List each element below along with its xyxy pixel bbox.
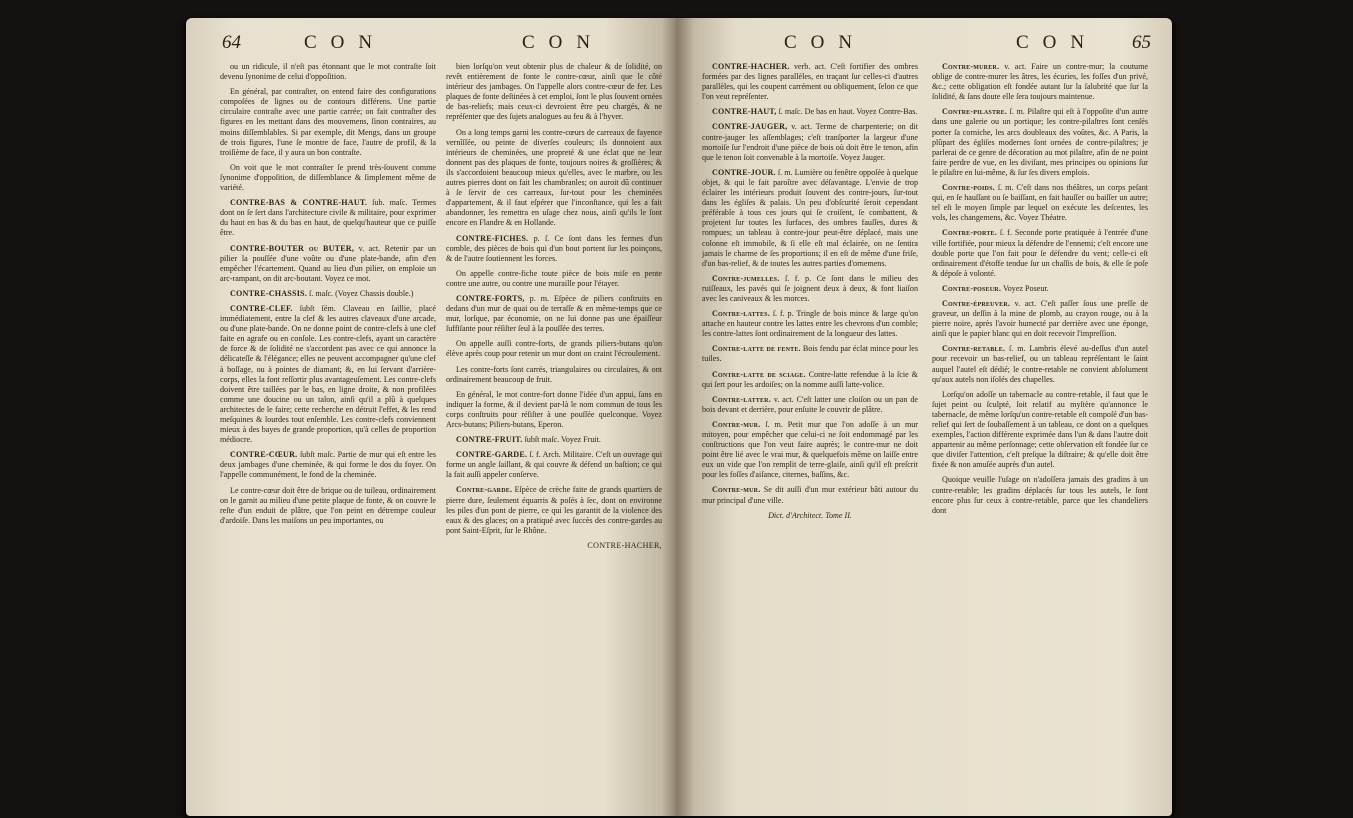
right-page-number: 65 [1132,32,1151,53]
entry-paragraph [220,304,436,445]
entry-paragraph [220,486,436,526]
entry-text: On a long temps garni les contre-cœurs de carreaux de fayence vernîſſée, ou peinte de diverſes couleurs; ils donnoient aux intérieurs de cheminées, une propreté & une éclat que ne leur donnent pas des plaques de fonte, toujours noires & groſſières; & ils s'accordoient beaucoup mieux qu'elles, avec le marbre, ou les autres pierres dont on fait les chambranles; on auroit dû continuer à ſe ſervir de ces carreaux, ſur-tout pour les cheminées d'appartement, & il faut eſpérer que l'inconſtance, qui les a fait abandonner, les remettra en uſage chez nous, ainſi qu'ils le ſont encore en Flandre & en Hollande. [446,127,662,228]
entry-paragraph [702,309,918,339]
entry-text: Voyez Poseur. [1002,283,1049,293]
entry-text: ſ. f. p. Ce ſont dans le milieu des ruiſſeaux, les pavés qui ſe joignent deux à deux, & font liaiſon avec les caniveaux & les morces. [702,273,918,303]
entry-paragraph [446,234,662,264]
entry-headword: Contre-poseur. [942,283,1002,293]
entry-headword: CONTRE-CLEF. [230,303,293,313]
entry-headword: CONTRE-CŒUR. [230,450,298,460]
entry-text: ſ. m. Lambris élevé au-deſſus d'un autel pour recevoir un bas-relief, ou un tableau repréſentant le ſaint auquel l'autel eſt dédié; le contre-retable ne convient abſolument qu'aux autels non iſolés des chapelles. [932,344,1148,384]
entry-text: ſubſt maſc. Partie de mur qui eſt entre les deux jambages d'une cheminée, & qui forme le dos du foyer. On l'appelle communément, le fond de la cheminée. [220,450,436,480]
entry-paragraph [446,450,662,480]
left-page-header [186,30,678,62]
entry-headword: Contre-mur. [712,419,761,429]
entry-paragraph [446,435,662,445]
entry-text: p. ſ. Ce ſont dans les fermes d'un comble, des pièces de bois qui d'un bout portent ſur les poinçons, & de l'autre ſoutiennent les forces. [446,233,662,263]
entry-text: Lorſqu'on adoſſe un tabernacle au contre-retable, il faut que le ſujet peint ou ſculpté, ſoit relatif au myſtère qu'annonce le tabernacle, de même lorſqu'un contre-retable eſt compoſé d'un bas-relief qui ſert de ſoubaſſement à un tableau, ce dont on a quelques exemples, l'action différente exprimée dans l'un & dans l'autre doit appartenir au même perſonnage; cette obſervation eſt fondée ſur ce que diviſer l'attention, c'eſt preſque la diſtraire; & qu'elle doit être fixée & non amuſée auprès d'un autel. [932,389,1148,470]
entry-paragraph [932,284,1148,294]
entry-headword: CONTRE-JAUGER, [712,122,788,132]
entry-headword: Contre-porte. [942,228,997,238]
entry-text: Contre-latte refendue à la ſcie & qui ſert pour les ardoiſes; on la nomme auſſi latte-volice. [702,369,918,389]
entry-text: ſubſt ſém. Claveau en ſaillie, placé immédiatement, entre la clef & les autres claveaux d'une arcade, ou d'une plate-bande. On ne donne point de contre-clefs à une clef faite en agrafe ou en conſole. Les contre-clefs, ayant un caractère de force & de ſolidité ne s'accordent pas avec ce qui annonce la délicateſſe & l'élégance; elles ne peuvent accompagner qu'une clef à boſſage, ou à pointes de diamant; &, en lui ſervant d'arrière-corps, elles la font reſſortir plus avantageuſement. Les contre-clefs doivent être taillées par le bas, en ligne droite, & non profilées comme une doucine ou un talon, ainſi qu'il a plû à quelques architectes de le faire; cette recherche en détruit l'effet, & les rend meſquines & lourdes tout enſemble. Les contre-clefs conviennent mieux à des bayes de grande proportion, qu'à celles de proportion médiocre. [220,303,436,445]
entry-text: On appelle contre-fiche toute pièce de bois miſe en pente contre une autre, ou contre une muraille pour l'étayer. [446,268,662,288]
left-column-2 [446,62,662,556]
entry-text: ſ. m. Pilaſtre qui eſt à l'oppoſite d'un autre dans une galerie ou un portique; les contre-pilaſtres ſont cenſés porter ſa corniche, les arcs doubleaux des voûtes, &c. A Paris, la plûpart des égliſes modernes ſont ornées de contre-pilaſtres; je parlerai de ce genre de décoration au mot pilaſtre, afin de ne point faire perdre de vue, en les diviſant, mes principes ou opinions ſur le pilaſtre en lui-même, & ſur ſes divers emplois. [932,107,1148,177]
entry-headword: Contre-retable. [942,344,1006,354]
entry-text: Quoique veuille l'uſage on n'adoſſera jamais des gradins à un contre-retable; les gradins déplacés ſur tous les autels, le ſont encore plus ſur ceux à contre-retable, parce que les chandeliers dont [932,475,1148,515]
entry-headword: CONTRE-HAUT, [712,107,777,117]
entry-text: On voit que le mot contraſter ſe prend très-ſouvent comme ſynonime d'oppoſition, de diſſemblance & ſimplement même de variété. [220,162,436,193]
entry-paragraph [446,128,662,229]
entry-paragraph [932,390,1148,471]
entry-text: ſub. maſc. Termes dont on ſe ſert dans l'architecture civile & militaire, pour exprimer du haut en bas & du bas en haut, de quelqu'hauteur que ce puiſſe être. [220,198,436,238]
entry-headword: CONTRE-GARDE. [456,450,528,460]
signature-mark: Dict. d'Architect. Tome II. [768,510,852,520]
catchword: CONTRE-HACHER, [587,540,662,550]
entry-paragraph [702,62,918,102]
entry-text: ou un ridicule, il n'eſt pas étonnant que le mot contraſte ſoit devenu ſynonime de celui d'oppoſition. [220,62,436,82]
entry-headword: Contre-poids. [942,183,995,193]
entry-paragraph [932,107,1148,178]
entry-text: ſ. f. Arch. Militaire. C'eſt un ouvrage qui forme un angle ſaillant, & qui couvre & défend un baſtion; ce qui la fait auſſi appeler conſerve. [446,450,662,480]
entry-text: ſ. f. Seconde porte pratiquée à l'entrée d'une ville fortifiée, pour mieux la défendre de l'ennemi; c'eſt encore une double porte que l'on fait pour ſe défendre du vent; celle-ci eſt ordinairement d'étoffe tendue ſur un chaſſis de bois, & elle ſe poſe & dépoſe à volonté. [932,228,1148,278]
entry-paragraph [220,244,436,284]
entry-paragraph [446,269,662,289]
entry-text: En général, le mot contre-fort donne l'idée d'un appui, ſans en indiquer la forme, & il devient par-là le nom commun de tous les corps conſtruits pour réſiſter à une pouſſée quelconque. Voyez Arcs-butans; Piliers-butans, Eperon. [446,389,662,429]
entry-text: v. act. C'eſt paſſer ſous une preſſe de graveur, un deſſin à la mine de plomb, au crayon rouge, ou à la pierre noire, après l'avoir humecté par derrière avec une éponge, ainſi que le papier blanc qui en doit recevoir l'impreſſion. [932,298,1149,339]
right-column-1 [702,62,918,526]
entry-text: Eſpèce de crèche faite de grands quartiers de pierre dure, ſeulement équarris & poſés à ſec, dont on environne les piles d'un pont de pierre, ce qui les garantit de la violence des eaux & des glaces; on a pratiqué avec ſuccès des contre-gardes au pont Saint-Eſprit, ſur le Rhône. [446,485,662,535]
entry-paragraph [932,344,1148,384]
entry-paragraph [702,370,918,390]
entry-paragraph [932,183,1148,223]
entry-paragraph [932,475,1148,515]
entry-paragraph [932,228,1148,278]
entry-text: ſ. m. Petit mur que l'on adoſſe à un mur mitoyen, pour empêcher que celui-ci ne ſoit endommagé par les conſtructions que l'on veut faire auprès; le contre-mur ne doit point être lié avec le vrai mur, & quelquefois même on laiſſe entre eux un vide que l'on remplit de terre-glaiſe, ainſi qu'il eſt preſcrit pour les foſſes d'aiſance, citernes, baſſins, &c. [702,419,918,480]
entry-paragraph [702,122,918,162]
entry-headword: Contre-garde. [456,485,513,495]
entry-headword: CONTRE-FICHES. [456,233,529,243]
entry-headword: Contre-pilastre. [942,107,1008,117]
entry-text: ſ. maſc. (Voyez Chassis double.) [309,288,414,298]
entry-paragraph [446,339,662,359]
entry-text: bien lorſqu'on veut obtenir plus de chaleur & de ſolidité, on revêt entièrement de fonte le contre-cœur, ainſi que le côté intérieur des jambages. On l'appelle alors contre-cœur de fer. Les plaques de fonte deſtinées à cet emploi, ſont le plus ſouvent ornées de bas-reliefs; mais ceux-ci devroient être peu chargés, & ne repréſenter que des ſujets analogues au feu & à l'hyver. [446,62,662,122]
entry-text: verb. act. C'eſt fortifier des ombres formées par des lignes parallèles, en traçant ſur celles-ci d'autres parallèles, qui les coupent carrément ou obliquement, ſelon ce que l'on veut repréſenter. [702,62,918,102]
entry-paragraph [932,299,1148,339]
entry-paragraph [702,420,918,481]
right-column-2 [932,62,1148,521]
left-header-word-1: CON [304,32,387,53]
entry-paragraph [446,365,662,385]
entry-headword: Contre-latter. [712,394,771,404]
entry-headword: Contre-latte de fente. [712,344,801,354]
entry-text: ſ. m. Lumière ou fenêtre oppoſée à quelque objet, & qui le fait paroître avec déſavantage. L'envie de trop éclairer les intérieurs produit ſouvent des contre-jours, ſur-tout dans les égliſes & palais. Un peu d'obſcurité ſeroit cependant préférable à tous ces jours qui ſe croiſent, ſe combattent, & projetent ſur toutes les ſurfaces, des ombres fauſſes, dures & rompues; un tableau à contre-jour peut-être déplacé, mais une colonne eſt immobile, & ſi elle eſt mal éclairée, on ne ſentira jamais le charme de ſes proportions; il en eſt de même d'une friſe, d'un bas-relief, & de toutes les autres parties d'ornemens. [702,167,918,268]
left-page-number: 64 [222,32,241,53]
entry-headword: Contre-lattes. [712,309,770,319]
entry-headword: Contre-épreuver. [942,298,1011,308]
entry-text: v. act. C'eſt latter une cloiſon ou un pan de bois devant et derrière, pour enſuite le couvrir de plâtre. [702,394,918,414]
entry-headword: CONTRE-FORTS, [456,293,525,303]
left-column-1 [220,62,436,531]
entry-headword: CONTRE-JOUR. [712,167,776,177]
entry-paragraph [702,395,918,415]
entry-text: ſ. f. p. Tringle de bois mince & large qu'on attache en hauteur contre les lattes entre les chevrons d'un comble; les contre-lattes ſont ordinairement de la longueur des lattes. [702,309,918,339]
entry-text: Les contre-forts ſont carrés, triangulaires ou circulaires, & ont ordinairement beaucoup de fruit. [446,364,662,384]
entry-paragraph [446,62,662,123]
entry-paragraph [446,390,662,430]
entry-text: Le contre-cœur doit être de brique ou de tuileau, ordinairement on le garnit au milieu d'une petite plaque de fonte, & on couvre le reſte d'un enduit de plâtre, que l'on peint en détrempe couleur d'ardoiſe. Dans les maiſons un peu importantes, ou [220,485,436,525]
entry-text: v. act. Retenir par un pilier la pouſſée d'une voûte ou d'une plate-bande, afin d'en empêcher l'écartement. Quand au lieu d'un pilier, on emploie un arc-rampant, on dit arc-boutant. Voyez ce mot. [220,243,436,283]
entry-paragraph [220,62,436,82]
entry-headword: Contre-murer. [942,62,1000,71]
entry-headword: CONTRE-HACHER. [712,62,790,71]
right-header-word-1: CON [784,32,867,53]
entry-text: ſ. m. C'eſt dans nos théâtres, un corps peſant qui, en ſe hauſſant ou ſe baiſſant, en fait hauſſer ou baiſſer un autre; tel eſt le moyen ſimple par lequel on exécute les deſcentes, les vols, les changemens, &c. Voyez Théatre. [932,183,1148,223]
entry-paragraph [220,163,436,193]
entry-text: ſubſt maſc. Voyez Fruit. [524,435,601,445]
right-page-header [678,30,1172,62]
entry-paragraph [702,168,918,269]
entry-text: v. act. Terme de charpenterie; on dit contre-jauger les aſſemblages; c'eſt tranſporter la largeur d'une mortoiſe ſur l'endroit d'une pièce de bois où doit être le tenon, afin que le tenon ſoit convenable à la mortoiſe. Voyez Jauger. [702,122,918,162]
entry-text: Se dit auſſi d'un mur extérieur bâti autour du mur principal d'une ville. [702,485,918,505]
entry-paragraph [220,450,436,480]
entry-headword: CONTRE-CHASSIS. [230,288,307,298]
entry-paragraph [702,344,918,364]
entry-headword: Contre-mur. [712,485,761,495]
entry-text: p. m. Eſpèce de piliers conſtruits en dedans d'un mur de quai ou de terraſſe & en même-temps que ce mur, lorſque, par économie, on ne lui donne pas une épaiſſeur ſuffiſante pour réſiſter ſeul à la pouſſée des terres. [446,293,662,334]
entry-headword: Contre-jumelles. [712,273,780,283]
entry-headword: CONTRE-BAS & CONTRE-HAUT. [230,198,368,208]
left-header-word-2: CON [522,32,605,53]
entry-text: ſ. maſc. De bas en haut. Voyez Contre-Bas. [778,107,918,117]
book-gutter [662,18,694,816]
entry-text: v. act. Faire un contre-mur; la coutume oblige de contre-murer les âtres, les écuries, les foſſes d'un privé, &c.; cette obligation eſt fondée autant ſur la ſalubrité que ſur la ſolidité, & ſans doute elle ſera toujours maintenue. [932,62,1148,102]
entry-paragraph [220,289,436,299]
entry-paragraph [932,62,1148,102]
entry-text: Bois fendu par éclat mince pour les tuiles. [702,344,918,364]
entry-paragraph [702,274,918,304]
entry-text: On appelle auſſi contre-forts, de grands piliers-butans qu'on élève après coup pour retenir un mur dont on craint l'écroulement. [446,339,662,359]
entry-paragraph [446,485,662,535]
entry-headword: CONTRE-FRUIT. [456,435,523,445]
entry-paragraph [446,294,662,334]
entry-paragraph [220,87,436,158]
entry-text: En général, par contraſter, on entend faire des configurations compoſées de lignes ou de contours différens. Une partie circulaire contraſte avec une partie carrée; on fait contraſter des figures en les mettant dans des mouvemens, ſinon contraires, au moins diſſemblables. Si par exemple, dit Mengs, dans un groupe de trois figures, l'une ſe montre de face, l'autre de profil, & la troiſième de face, il y aura un bon contraſte. [220,87,436,157]
right-header-word-2: CON [1016,32,1099,53]
entry-headword: Contre-latte de sciage. [712,369,806,379]
entry-paragraph [220,198,436,238]
entry-paragraph [702,485,918,505]
entry-paragraph [702,107,918,117]
entry-headword: CONTRE-BOUTER ou BUTER, [230,243,355,253]
